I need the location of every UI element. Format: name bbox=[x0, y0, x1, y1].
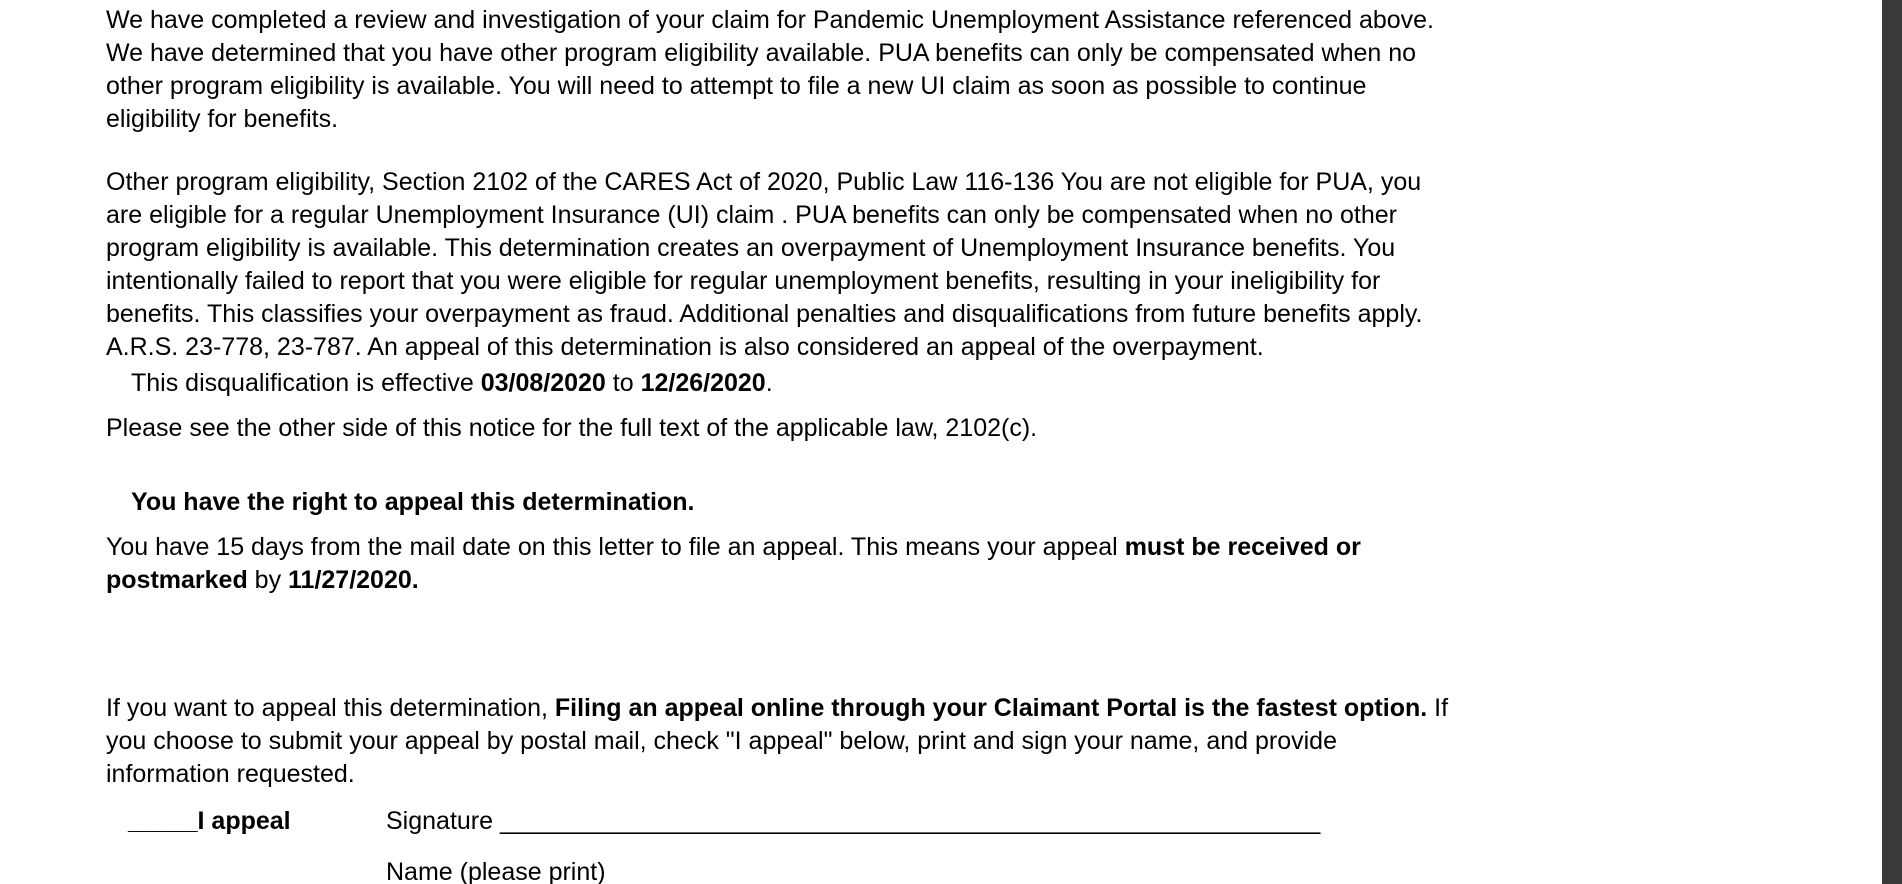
deadline-bold: must be received or bbox=[1124, 533, 1361, 561]
text-line: other program eligibility is available. You will need to attempt to file a new UI claim as soon as possible to continue bbox=[106, 72, 1367, 100]
text-line bbox=[106, 692, 1626, 725]
appeal-deadline-paragraph bbox=[106, 531, 1626, 597]
name-print-line: Name (please print) bbox=[386, 858, 606, 884]
text-line: are eligible for a regular Unemployment Insurance (UI) claim . PUA benefits can only be compensated when no other bbox=[106, 201, 1397, 229]
appeal-instructions-paragraph bbox=[106, 692, 1626, 791]
text-line: program eligibility is available. This determination creates an overpayment of Unemployment Insurance benefits. You bbox=[106, 234, 1396, 262]
disqualification-prefix: This disqualification is effective bbox=[131, 369, 481, 397]
text-line bbox=[106, 564, 1626, 597]
signature-line: Signature ___________________________________________________________ bbox=[386, 807, 1321, 835]
appeal-heading: You have the right to appeal this determination. bbox=[131, 488, 695, 516]
disqualification-middle: to bbox=[605, 369, 641, 397]
instructions-suffix: If bbox=[1427, 694, 1449, 722]
instructions-bold: Filing an appeal online through your Claimant Portal is the fastest option. bbox=[554, 694, 1428, 722]
vertical-scrollbar[interactable] bbox=[1882, 0, 1902, 884]
review-paragraph bbox=[106, 4, 1626, 136]
deadline-date: 11/27/2020. bbox=[288, 566, 419, 594]
text-line: Other program eligibility, Section 2102 of the CARES Act of 2020, Public Law 116-136 You are not eligible for PUA, you bbox=[106, 168, 1422, 196]
disqualification-start-date: 03/08/2020 bbox=[480, 369, 606, 397]
law-note: Please see the other side of this notice for the full text of the applicable law, 2102(c). bbox=[106, 414, 1038, 442]
text-line: We have completed a review and investigation of your claim for Pandemic Unemployment Assistance referenced above. bbox=[106, 6, 1435, 34]
disqualification-suffix: . bbox=[765, 369, 773, 397]
deadline-prefix: You have 15 days from the mail date on this letter to file an appeal. This means your appeal bbox=[106, 533, 1125, 561]
deadline-bold-postmarked: postmarked bbox=[106, 566, 248, 594]
text-line: intentionally failed to report that you were eligible for regular unemployment benefits, resulting in your ineligibility for bbox=[106, 267, 1381, 295]
instructions-prefix: If you want to appeal this determination, bbox=[106, 694, 555, 722]
eligibility-paragraph bbox=[106, 166, 1626, 364]
text-line: benefits. This classifies your overpayment as fraud. Additional penalties and disqualifications from future benefits apply. bbox=[106, 300, 1423, 328]
disqualification-end-date: 12/26/2020 bbox=[640, 369, 766, 397]
text-line: information requested. bbox=[106, 760, 355, 788]
text-line bbox=[106, 531, 1626, 564]
text-line: you choose to submit your appeal by postal mail, check "I appeal" below, print and sign your name, and provide bbox=[106, 727, 1337, 755]
scrollbar-thumb[interactable] bbox=[1882, 0, 1902, 884]
text-line: A.R.S. 23-778, 23-787. An appeal of this determination is also considered an appeal of the overpayment. bbox=[106, 333, 1264, 361]
text-line: We have determined that you have other program eligibility available. PUA benefits can only be compensated when no bbox=[106, 39, 1417, 67]
i-appeal-checkline: _____I appeal bbox=[128, 807, 291, 835]
disqualification-line bbox=[131, 367, 1651, 400]
text-line: eligibility for benefits. bbox=[106, 105, 339, 133]
deadline-mid: by bbox=[247, 566, 289, 594]
